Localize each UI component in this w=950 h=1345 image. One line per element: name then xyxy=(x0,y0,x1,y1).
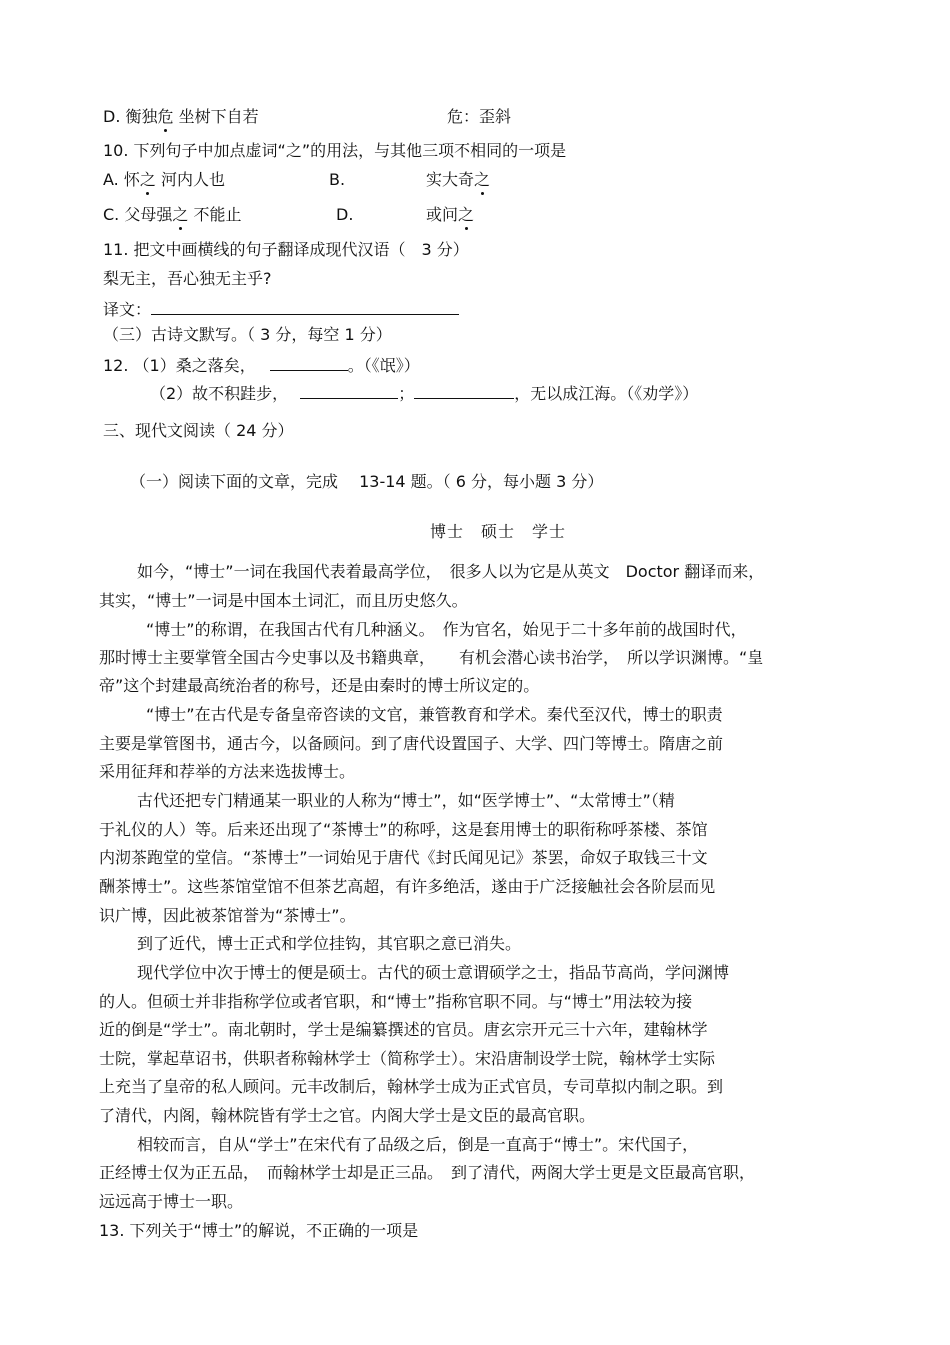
section-3-header: （三）古诗文默写。（ 3 分，每空 1 分） xyxy=(103,325,392,344)
q10-option-c-post: 不能止 xyxy=(188,205,242,224)
article-line: 古代还把专门精通某一职业的人称为“博士”，如“医学博士”、“太常博士”（精 xyxy=(137,791,675,810)
article-line: 采用征拜和荐举的方法来选拔博士。 xyxy=(99,762,356,781)
part-3-header: 三、现代文阅读（ 24 分） xyxy=(103,421,294,440)
q10-option-c-dotted-char: 之 xyxy=(172,205,189,224)
q10-option-d xyxy=(426,205,474,225)
q11-answer-row xyxy=(103,298,459,320)
article-line: 的人。但硕士并非指称学位或者官职，和“博士”指称官职不同。与“博士”用法较为接 xyxy=(99,992,693,1011)
q9-option-d-pre: D. 衡独 xyxy=(103,107,158,126)
q12-blank-3[interactable] xyxy=(414,382,514,399)
q10-option-b xyxy=(426,170,490,190)
q10-option-c xyxy=(103,205,241,225)
article-line: 远远高于博士一职。 xyxy=(99,1192,244,1211)
article-line: “博士”在古代是专备皇帝咨读的文官，兼管教育和学术。秦代至汉代，博士的职责 xyxy=(146,705,723,724)
q12-line-2-post: ，无以成江海。（《劝学》） xyxy=(514,384,699,403)
q10-option-d-label: D. xyxy=(336,205,354,224)
article-line: 内沏茶跑堂的堂信。“茶博士”一词始见于唐代《封氏闻见记》茶罢，命奴子取钱三十文 xyxy=(99,848,708,867)
q12-line-2 xyxy=(150,382,698,404)
article-line: 现代学位中次于博士的便是硕士。古代的硕士意谓硕学之士，指品节高尚，学问渊博 xyxy=(137,963,730,982)
article-line: 近的倒是“学士”。南北朝时，学士是编纂撰述的官员。唐玄宗开元三十六年，建翰林学 xyxy=(99,1020,708,1039)
q10-stem: 10. 下列句子中加点虚词“之”的用法，与其他三项不相同的一项是 xyxy=(103,141,567,160)
q11-answer-label: 译文： xyxy=(103,300,152,319)
q13-stem: 13. 下列关于“博士”的解说，不正确的一项是 xyxy=(99,1221,419,1240)
part-3-subheader: （一）阅读下面的文章，完成 13-14 题。（ 6 分，每小题 3 分） xyxy=(130,472,604,491)
q9-option-d-post: 坐树下自若 xyxy=(173,107,259,126)
q10-option-b-dotted-char: 之 xyxy=(474,170,491,189)
q12-line-2-sep: ； xyxy=(398,384,415,403)
q11-sentence: 梨无主，吾心独无主乎? xyxy=(103,269,272,288)
article-line: 主要是掌管图书，通古今，以备顾问。到了唐代设置国子、大学、四门等博士。隋唐之前 xyxy=(99,734,724,753)
q11-stem: 11. 把文中画横线的句子翻译成现代汉语（ 3 分） xyxy=(103,240,469,259)
q10-option-a-pre: A. 怀 xyxy=(103,170,140,189)
article-line: 其实，“博士”一词是中国本土词汇，而且历史悠久。 xyxy=(99,591,468,610)
q9-option-d-note: 危：歪斜 xyxy=(447,107,512,126)
article-line: 如今，“博士”一词在我国代表着最高学位， 很多人以为它是从英文 Doctor 翻译而来， xyxy=(137,562,765,581)
q10-option-c-pre: C. 父母强 xyxy=(103,205,173,224)
article-line: 了清代，内阁，翰林院皆有学士之官。内阁大学士是文臣的最高官职。 xyxy=(99,1106,596,1125)
q9-option-d xyxy=(103,107,259,127)
article-line: “博士”的称谓，在我国古代有几种涵义。 作为官名，始见于二十多年前的战国时代， xyxy=(146,620,747,639)
article-line: 酬茶博士”。这些茶馆堂馆不但茶艺高超，有许多绝活，遂由于广泛接触社会各阶层而见 xyxy=(99,877,716,896)
q10-option-a-dotted-char: 之 xyxy=(139,170,156,189)
q12-line-1-pre: 12. （1）桑之落矣， xyxy=(103,356,256,375)
article-line: 上充当了皇帝的私人顾问。元丰改制后，翰林学士成为正式官员，专司草拟内制之职。到 xyxy=(99,1077,724,1096)
q10-option-a xyxy=(103,170,225,190)
q10-option-b-pre: 实大奇 xyxy=(426,170,475,189)
q11-answer-blank[interactable] xyxy=(151,298,459,315)
q10-option-d-dotted-char: 之 xyxy=(458,205,475,224)
article-line: 相较而言，自从“学士”在宋代有了品级之后，倒是一直高于“博士”。宋代国子， xyxy=(137,1135,699,1154)
q9-option-d-dotted-char: 危 xyxy=(157,107,174,126)
q10-option-d-pre: 或问 xyxy=(426,205,459,224)
article-line: 正经博士仅为正五品， 而翰林学士却是正三品。 到了清代，两阁大学士更是文臣最高官职， xyxy=(99,1163,756,1182)
article-line: 于礼仪的人）等。后来还出现了“茶博士”的称呼，这是套用博士的职衔称呼茶楼、茶馆 xyxy=(99,820,708,839)
q12-line-1 xyxy=(103,354,420,376)
article-line: 那时博士主要掌管全国古今史事以及书籍典章， 有机会潜心读书治学， 所以学识渊博。“皇 xyxy=(99,648,764,667)
article-line: 帝”这个封建最高统治者的称号，还是由秦时的博士所议定的。 xyxy=(99,676,540,695)
article-line: 识广博，因此被茶馆誉为“茶博士”。 xyxy=(99,906,356,925)
q12-blank-1[interactable] xyxy=(270,354,348,371)
q10-option-b-label: B. xyxy=(329,170,346,189)
q10-option-a-post: 河内人也 xyxy=(155,170,225,189)
article-line: 士院，掌起草诏书，供职者称翰林学士（简称学士）。宋沿唐制设学士院，翰林学士实际 xyxy=(99,1049,716,1068)
q12-blank-2[interactable] xyxy=(300,382,398,399)
q12-line-1-post: 。（《氓》） xyxy=(347,356,420,375)
q12-line-2-pre: （2）故不积跬步， xyxy=(150,384,289,403)
article-line: 到了近代，博士正式和学位挂钩，其官职之意已消失。 xyxy=(137,934,522,953)
article-title: 博士 硕士 学士 xyxy=(430,522,567,541)
